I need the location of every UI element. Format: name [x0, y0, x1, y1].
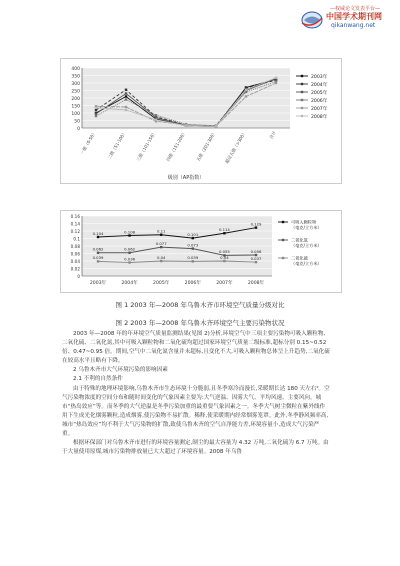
x-tick-label: 2006年	[184, 281, 201, 286]
data-point	[223, 260, 225, 262]
x-axis-title: 级别（AP指数）	[167, 175, 205, 181]
legend-marker	[301, 99, 303, 101]
data-point	[192, 247, 194, 249]
air-quality-grade-chart	[60, 58, 342, 184]
watermark-slogan: —权威论文发表平台—	[330, 6, 381, 12]
data-point	[160, 234, 162, 236]
article-body	[62, 330, 330, 457]
watermark-site-name: 中国学术期刊网	[326, 12, 382, 21]
data-point	[215, 125, 217, 127]
figure-2-caption: 图 2 2003 年—2008 年乌鲁木齐环境空气主要污染物状况	[115, 319, 285, 327]
legend-label: 2008年	[311, 114, 328, 120]
data-point	[223, 232, 225, 234]
legend-label: 2007年	[311, 106, 328, 112]
x-tick-label: 三级（101-150）	[135, 130, 157, 163]
data-point	[128, 252, 130, 254]
data-label: 0.062	[124, 246, 136, 252]
y-tick-label: 100	[71, 112, 80, 117]
data-label: 0.101	[187, 231, 199, 237]
y-tick-label: 0.08	[70, 243, 80, 249]
data-point	[155, 116, 157, 118]
y-tick-label: 0.1	[73, 236, 80, 242]
legend-marker	[282, 257, 284, 259]
legend-marker	[282, 221, 284, 223]
data-point	[255, 226, 257, 228]
data-label: 0.077	[155, 240, 167, 246]
y-tick-label: 0.06	[70, 251, 80, 257]
data-point	[125, 106, 127, 108]
data-point	[125, 109, 127, 111]
data-label: 0.04	[220, 254, 229, 260]
x-tick-label: 五级（201-300）	[195, 130, 217, 163]
data-point	[160, 260, 162, 262]
y-tick-label: 0	[77, 127, 80, 132]
data-point	[192, 237, 194, 239]
y-tick-label: 50	[74, 119, 80, 125]
data-label: 0.055	[218, 249, 230, 255]
legend-marker	[301, 115, 303, 117]
data-label: 0.108	[124, 229, 136, 235]
y-tick-label: 0.02	[70, 266, 80, 272]
legend-label-line: 二氧化氮	[291, 237, 308, 243]
paragraph-natural-conditions: 由于特殊的地理环境影响,乌鲁木齐市生态环境十分脆弱,且冬季寒冷而漫长,采暖期长达 180 天左右²。空气污染物浓度的空间分布和随时间变化的气象因素主要为:大气逆温、因雾大气、平均风速、主要风向。城市“热岛效应”等。而冬季的大气逆温是冬季污染加重的最重要气象因素之一。冬季大气树尘微粒在紫外线作用下生成光化烟雾颗粒,造成烟雾,使污染物不易扩散。稀释,使采暖期内经常烟雾笼罩。此外,冬季静风频率高,城市“热岛效应”均不利于大气污染物的扩散,致使乌鲁木齐的空气自净能力差,环境容量小,造成大气污染严重。	[62, 385, 330, 438]
data-point	[125, 95, 127, 97]
data-point	[95, 109, 97, 111]
data-point	[128, 261, 130, 263]
data-point	[125, 89, 127, 91]
legend-label-line: （毫克/立方米）	[291, 261, 322, 267]
data-point	[125, 92, 127, 94]
y-tick-label: 250	[71, 89, 80, 95]
legend-label: 2006年	[311, 98, 328, 104]
data-point	[245, 89, 247, 91]
globe-logo-icon	[300, 10, 324, 30]
data-point	[155, 114, 157, 116]
data-label: 0.056	[250, 248, 262, 254]
legend-marker	[301, 83, 303, 85]
x-tick-label: 2003年	[89, 281, 107, 286]
data-label: 0.036	[124, 256, 136, 262]
legend-label-line: 二氧化硫	[291, 255, 308, 261]
legend-label: 2005年	[311, 90, 328, 96]
data-label: 0.114	[218, 227, 230, 233]
data-point	[97, 236, 99, 238]
data-point	[160, 246, 162, 248]
legend-label-line: （毫克/立方米）	[291, 243, 322, 249]
section-heading: 2 乌鲁木齐市大气环境污染的影响因素	[73, 367, 168, 374]
x-tick-label: 2007年	[216, 281, 233, 286]
data-label: 0.129	[250, 221, 262, 227]
y-tick-label: 0	[77, 273, 80, 279]
data-point	[128, 234, 130, 236]
data-point	[185, 125, 187, 127]
data-label: 0.037	[250, 255, 262, 261]
data-point	[95, 107, 97, 109]
x-tick-label: 2005年	[153, 281, 170, 286]
x-tick-label: 合计	[268, 130, 277, 140]
data-point	[245, 95, 247, 97]
legend-marker	[301, 107, 303, 109]
legend-label-line: 可吸入颗粒物	[291, 219, 317, 225]
data-point	[97, 260, 99, 262]
legend-marker	[301, 91, 303, 93]
data-label: 0.04	[156, 254, 166, 260]
y-tick-label: 350	[71, 74, 80, 80]
data-label: 0.073	[187, 242, 199, 248]
subsection-heading: 2.1 不利的自然条件	[73, 376, 123, 383]
legend-label: 2003年	[311, 74, 328, 80]
figure-1-caption: 图 1 2003 年—2008 年乌鲁木齐市环境空气质量分级对比	[115, 301, 285, 309]
data-point	[97, 252, 99, 254]
data-point	[95, 115, 97, 117]
data-point	[155, 119, 157, 121]
legend-label: 2004年	[311, 82, 328, 88]
data-point	[95, 113, 97, 115]
y-tick-label: 0.04	[70, 258, 80, 264]
data-label: 0.039	[187, 255, 199, 261]
x-tick-label: 2008年	[247, 281, 265, 286]
data-point	[275, 77, 277, 79]
data-label: 0.062	[92, 246, 104, 252]
paragraph-pollutants: 2003 年—2008 年的年环境空气质量监测结果(见图 2)分析,环境空气中三项主要污染物可吸入颗粒物、二氧化硫、二氧化氮,其中可吸入颗粒物和二氧化硫均超过国家环境空气质量二级标准,超标分别 0.15~0.52 倍、0.47~0.95 倍。期间,空气中二氧化氮含量并未超标,且变化不大,可吸入颗粒物总体呈上升趋势,二氧化硫在较高水平且略有下降。	[62, 331, 330, 365]
y-tick-label: 200	[71, 97, 80, 102]
x-tick-label: 一级（0-50）	[79, 130, 97, 156]
watermark-url: qikanwang.net	[331, 22, 376, 29]
x-tick-label: 二级（51-100）	[106, 130, 127, 160]
data-label: 0.11	[156, 228, 166, 234]
y-tick-label: 300	[71, 82, 80, 87]
y-tick-label: 400	[71, 67, 80, 72]
data-point	[255, 261, 257, 263]
data-point	[125, 98, 127, 100]
y-tick-label: 0.12	[70, 228, 80, 234]
legend-marker	[301, 75, 303, 77]
data-label: 0.104	[92, 230, 104, 236]
x-tick-label: 超过五级（>300）	[224, 130, 247, 165]
y-tick-label: 0.16	[70, 213, 80, 219]
y-tick-label: 150	[71, 104, 80, 110]
data-point	[192, 260, 194, 262]
y-tick-label: 0.14	[70, 221, 80, 227]
x-tick-label: 2004年	[121, 281, 138, 286]
legend-label-line: （毫克/立方米）	[291, 225, 322, 231]
x-tick-label: 四级（151-200）	[165, 130, 187, 163]
data-label: 0.039	[92, 255, 104, 261]
main-pollutants-chart	[60, 210, 342, 293]
paragraph-environmental-capacity: 根据环保部门对乌鲁木齐市进行的环境容量测定,制尘的最大容量为 4.32 万吨,二氧化硫为 6.7 万吨。由于大量使用原煤,城市污染物排放量已大大超过了环境容量。2008 年乌鲁	[62, 440, 329, 456]
legend-marker	[282, 239, 284, 241]
data-point	[275, 82, 277, 84]
